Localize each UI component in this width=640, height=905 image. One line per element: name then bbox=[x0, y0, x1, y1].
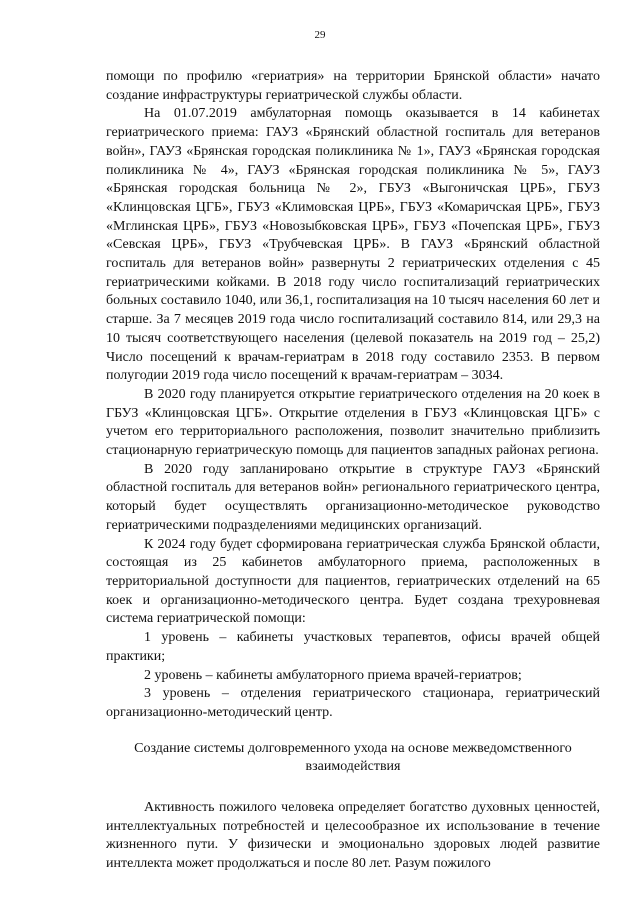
section-heading: Создание системы долговременного ухода на основе межведомственного взаимодействия bbox=[134, 740, 572, 775]
document-body bbox=[106, 68, 600, 874]
page-number: 29 bbox=[314, 29, 326, 41]
list-item-level-2: 2 уровень – кабинеты амбулаторного приема врачей-гериатров; bbox=[144, 667, 522, 683]
list-item-level-1: 1 уровень – кабинеты участковых терапевтов, офисы врачей общей практики; bbox=[106, 630, 600, 664]
paragraph-regional-center: В 2020 году запланировано открытие в структуре ГАУЗ «Брянский областной госпиталь для ветеранов войн» регионального гериатрического центра, который будет осуществлять организационно-методическое руководство гериатрическими подразделениями медицинских организаций. bbox=[106, 461, 600, 533]
paragraph-klintsy-department: В 2020 году планируется открытие гериатрического отделения на 20 коек в ГБУЗ «Клинцовская ЦГБ». Открытие отделения в ГБУЗ «Клинцовская ЦГБ» с учетом его территориального расположения, позволит значительно приблизить стационарную гериатрическую помощь для пациентов западных районах региона. bbox=[106, 386, 600, 459]
paragraph-elderly-activity: Активность пожилого человека определяет богатство духовных ценностей, интеллектуальных потребностей и целесообразное их использование в течение жизненного пути. У физически и эмоционально здоровых людей развитие интеллекта может продолжаться и после 80 лет. Разум пожилого bbox=[106, 800, 600, 872]
paragraph-continuation: помощи по профилю «гериатрия» на территории Брянской области» начато создание инфраструктуры гериатрической службы области. bbox=[106, 69, 600, 103]
paragraph-2024-plan: К 2024 году будет сформирована гериатрическая служба Брянской области, состоящая из 25 кабинетов амбулаторного приема, расположенных в территориальной доступности для пациентов, гериатрических отделений на 65 коек и организационно-методического центра. Будет создана трехуровневая система гериатрической помощи: bbox=[106, 536, 600, 627]
list-item-level-3: 3 уровень – отделения гериатрического стационара, гериатрический организационно-методический центр. bbox=[106, 686, 600, 720]
paragraph-ambulatory-care: На 01.07.2019 амбулаторная помощь оказывается в 14 кабинетах гериатрического приема: ГАУЗ «Брянский областной госпиталь для ветеранов войн», ГАУЗ «Брянская городская поликлиника № 1», ГАУЗ «Брянская городская поликлиника № 4», ГАУЗ «Брянская городская поликлиника № 5», ГАУЗ «Брянская городская больница № 2», ГБУЗ «Выгоничская ЦРБ», ГБУЗ «Клинцовская ЦГБ», ГБУЗ «Климовская ЦРБ», ГБУЗ «Комаричская ЦРБ», ГБУЗ «Мглинская ЦРБ», ГБУЗ «Новозыбковская ЦРБ», ГБУЗ «Почепская ЦРБ», ГБУЗ «Севская ЦРБ», ГБУЗ «Трубчевская ЦРБ». В ГАУЗ «Брянский областной госпиталь для ветеранов войн» развернуты 2 гериатрических отделения с 45 гериатрическими койками. В 2018 году число госпитализаций гериатрических больных составило 1040, или 36,1, госпитализация на 10 тысяч населения 60 лет и старше. За 7 месяцев 2019 года число госпитализаций составило 814, или 29,3 на 10 тысяч соответствующего населения (целевой показатель на 2019 год – 25,2) Число посещений к врачам-гериатрам в 2018 году составило 2353. В первом полугодии 2019 года число посещений к врачам-гериатрам – 3034. bbox=[106, 106, 600, 384]
